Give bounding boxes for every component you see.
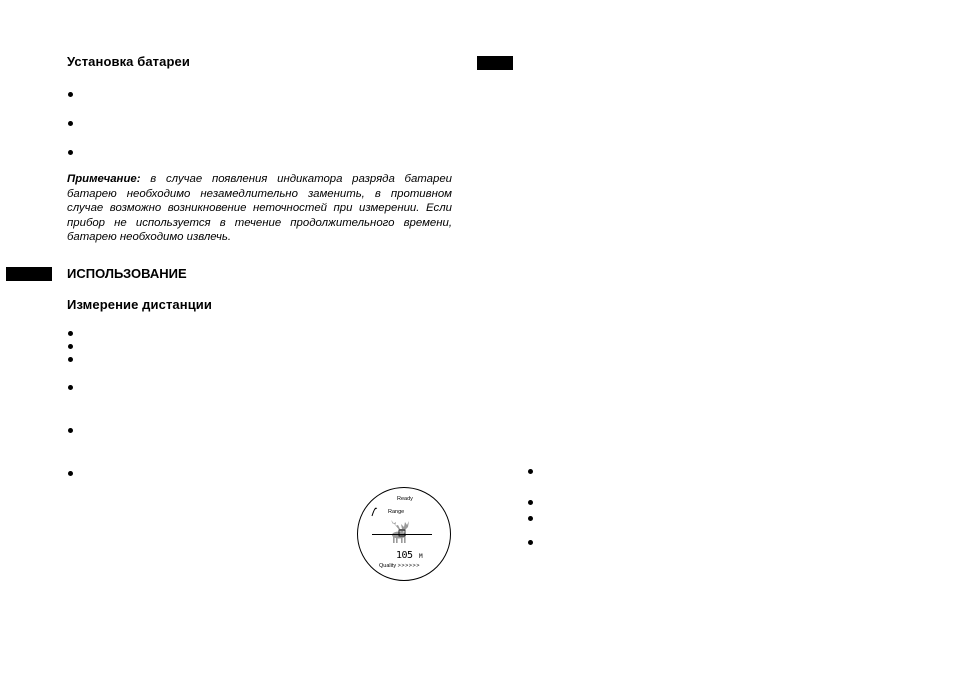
bullet-marker [68, 471, 73, 476]
battery-note [67, 172, 452, 245]
range-indicator: Range [388, 509, 405, 515]
mode-icon [371, 507, 378, 517]
section-tab-marker [6, 267, 52, 281]
distance-readout: 105 [396, 550, 413, 561]
bullet-marker [68, 344, 73, 349]
quality-marks: >>>>>> [397, 563, 420, 569]
bullet-marker [528, 469, 533, 474]
reticle-line [372, 534, 432, 535]
bullet-marker [528, 540, 533, 545]
note-label: Примечание: [67, 173, 141, 185]
viewfinder-display [357, 487, 451, 581]
usage-heading: ИСПОЛЬЗОВАНИЕ [67, 266, 187, 281]
quality-label: Quality [379, 563, 397, 569]
distance-section-heading: Измерение дистанции [67, 297, 212, 312]
reticle-icon [398, 529, 406, 537]
bullet-marker [68, 150, 73, 155]
battery-section-heading: Установка батареи [67, 54, 190, 69]
note-text: в случае появления индикатора разряда батареи батарею необходимо незамедлительно заменить, в противном случае возможно возникновение неточностей при измерении. Если прибор не используется в течение продолжительного времени, батарею необходимо извлечь. [67, 173, 452, 244]
bullet-marker [68, 92, 73, 97]
bullet-marker [68, 357, 73, 362]
ready-indicator: Ready [397, 496, 413, 502]
bullet-marker [68, 428, 73, 433]
section-tab-marker-right [477, 56, 513, 70]
quality-indicator [379, 563, 420, 569]
bullet-marker [68, 121, 73, 126]
bullet-marker [528, 500, 533, 505]
bullet-marker [528, 516, 533, 521]
bullet-marker [68, 331, 73, 336]
distance-unit: M [419, 553, 423, 560]
bullet-marker [68, 385, 73, 390]
